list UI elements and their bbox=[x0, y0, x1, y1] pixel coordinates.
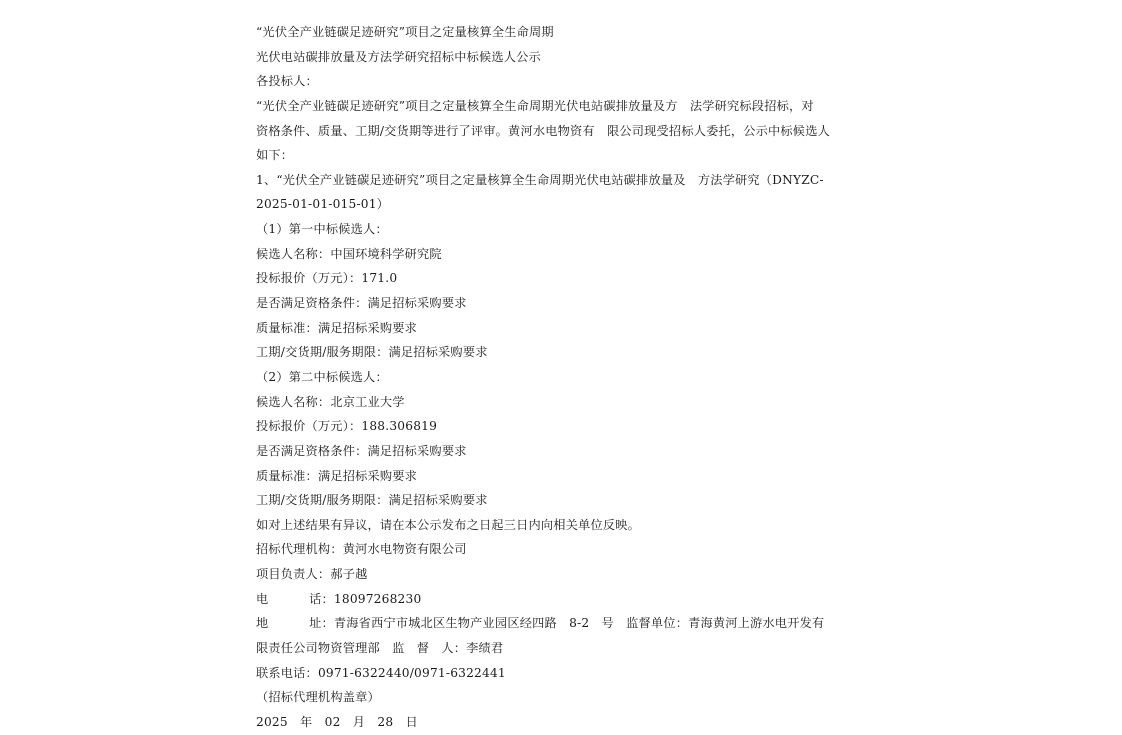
candidate-1-qualification: 满足招标采购要求 bbox=[367, 296, 467, 311]
candidate-1-quality-label: 质量标准： bbox=[256, 320, 318, 335]
candidate-1-bid-label: 投标报价（万元）： bbox=[256, 271, 362, 286]
title-line-1: “光伏全产业链碳足迹研究”项目之定量核算全生命周期 bbox=[256, 25, 554, 39]
manager-label: 项目负责人： bbox=[256, 567, 331, 582]
candidate-1-quality-row bbox=[256, 316, 868, 341]
candidate-2-qualification-row bbox=[256, 439, 868, 464]
candidate-1-name-label: 候选人名称： bbox=[256, 246, 331, 261]
candidate-2-name: 北京工业大学 bbox=[330, 394, 405, 409]
announcement-document bbox=[256, 20, 868, 735]
manager-row bbox=[256, 562, 868, 587]
address-line-2: 限责任公司物资管理部 监 督 人：李绩君 bbox=[256, 641, 504, 656]
candidate-1-qualification-label: 是否满足资格条件： bbox=[256, 296, 368, 311]
candidate-1-bid: 171.0 bbox=[361, 271, 398, 286]
candidate-1-name: 中国环境科学研究院 bbox=[330, 246, 442, 261]
agency-label: 招标代理机构： bbox=[256, 542, 343, 557]
candidate-1-qualification-row bbox=[256, 291, 868, 316]
candidate-1-heading: （1）第一中标候选人： bbox=[256, 222, 388, 237]
candidate-1-schedule-label: 工期/交货期/服务期限： bbox=[256, 345, 389, 360]
candidate-2-qualification: 满足招标采购要求 bbox=[367, 443, 467, 458]
salutation: 各投标人： bbox=[256, 74, 318, 89]
candidate-2-name-label: 候选人名称： bbox=[256, 394, 331, 409]
candidate-2-qualification-label: 是否满足资格条件： bbox=[256, 443, 368, 458]
phone-number: 18097268230 bbox=[333, 591, 422, 606]
candidate-2-schedule-row bbox=[256, 488, 868, 513]
seal-note: （招标代理机构盖章） bbox=[256, 690, 380, 705]
contact-label: 联系电话： bbox=[256, 665, 318, 680]
section-1-line-1: 1、“光伏全产业链碳足迹研究”项目之定量核算全生命周期光伏电站碳排放量及 方法学研究（DNYZC- bbox=[256, 172, 824, 187]
section-1-line-2: 2025-01-01-015-01） bbox=[256, 197, 390, 212]
objection-notice: 如对上述结果有异议，请在本公示发布之日起三日内向相关单位反映。 bbox=[256, 517, 641, 532]
candidate-2-quality: 满足招标采购要求 bbox=[317, 468, 418, 483]
candidate-2-bid-label: 投标报价（万元）： bbox=[256, 419, 362, 434]
manager-name: 郝子越 bbox=[330, 567, 368, 582]
candidate-2-heading: （2）第二中标候选人： bbox=[256, 369, 388, 384]
phone-row bbox=[256, 587, 868, 612]
intro-line-1: “光伏全产业链碳足迹研究”项目之定量核算全生命周期光伏电站碳排放量及方 法学研究标段招标，对 bbox=[256, 98, 814, 113]
candidate-2-schedule: 满足招标采购要求 bbox=[388, 493, 488, 508]
candidate-1-quality: 满足招标采购要求 bbox=[317, 320, 418, 335]
candidate-1-bid-row bbox=[256, 266, 868, 291]
candidate-2-name-row bbox=[256, 390, 868, 415]
candidate-1-schedule-row bbox=[256, 340, 868, 365]
candidate-1-name-row bbox=[256, 242, 868, 267]
agency-name: 黄河水电物资有限公司 bbox=[342, 542, 467, 557]
contact-number: 0971-6322440/0971-6322441 bbox=[317, 665, 506, 680]
candidate-2-quality-label: 质量标准： bbox=[256, 468, 318, 483]
candidate-2-bid: 188.306819 bbox=[361, 419, 438, 434]
candidate-1-schedule: 满足招标采购要求 bbox=[388, 345, 488, 360]
intro-line-3: 如下： bbox=[256, 148, 294, 163]
candidate-2-quality-row bbox=[256, 464, 868, 489]
title-line-2: 光伏电站碳排放量及方法学研究招标中标候选人公示 bbox=[256, 49, 541, 64]
candidate-2-bid-row bbox=[256, 414, 868, 439]
intro-line-2: 资格条件、质量、工期/交货期等进行了评审。黄河水电物资有 限公司现受招标人委托，公示中标候选人 bbox=[256, 123, 830, 138]
contact-row bbox=[256, 661, 868, 686]
candidate-2-schedule-label: 工期/交货期/服务期限： bbox=[256, 493, 389, 508]
agency-row bbox=[256, 537, 868, 562]
address-line-1: 地 址：青海省西宁市城北区生物产业园区经四路 8-2 号 监督单位：青海黄河上游水电开发有 bbox=[256, 616, 825, 631]
date: 2025 年 02 月 28 日 bbox=[256, 714, 418, 729]
phone-label: 电 话： bbox=[256, 591, 334, 606]
